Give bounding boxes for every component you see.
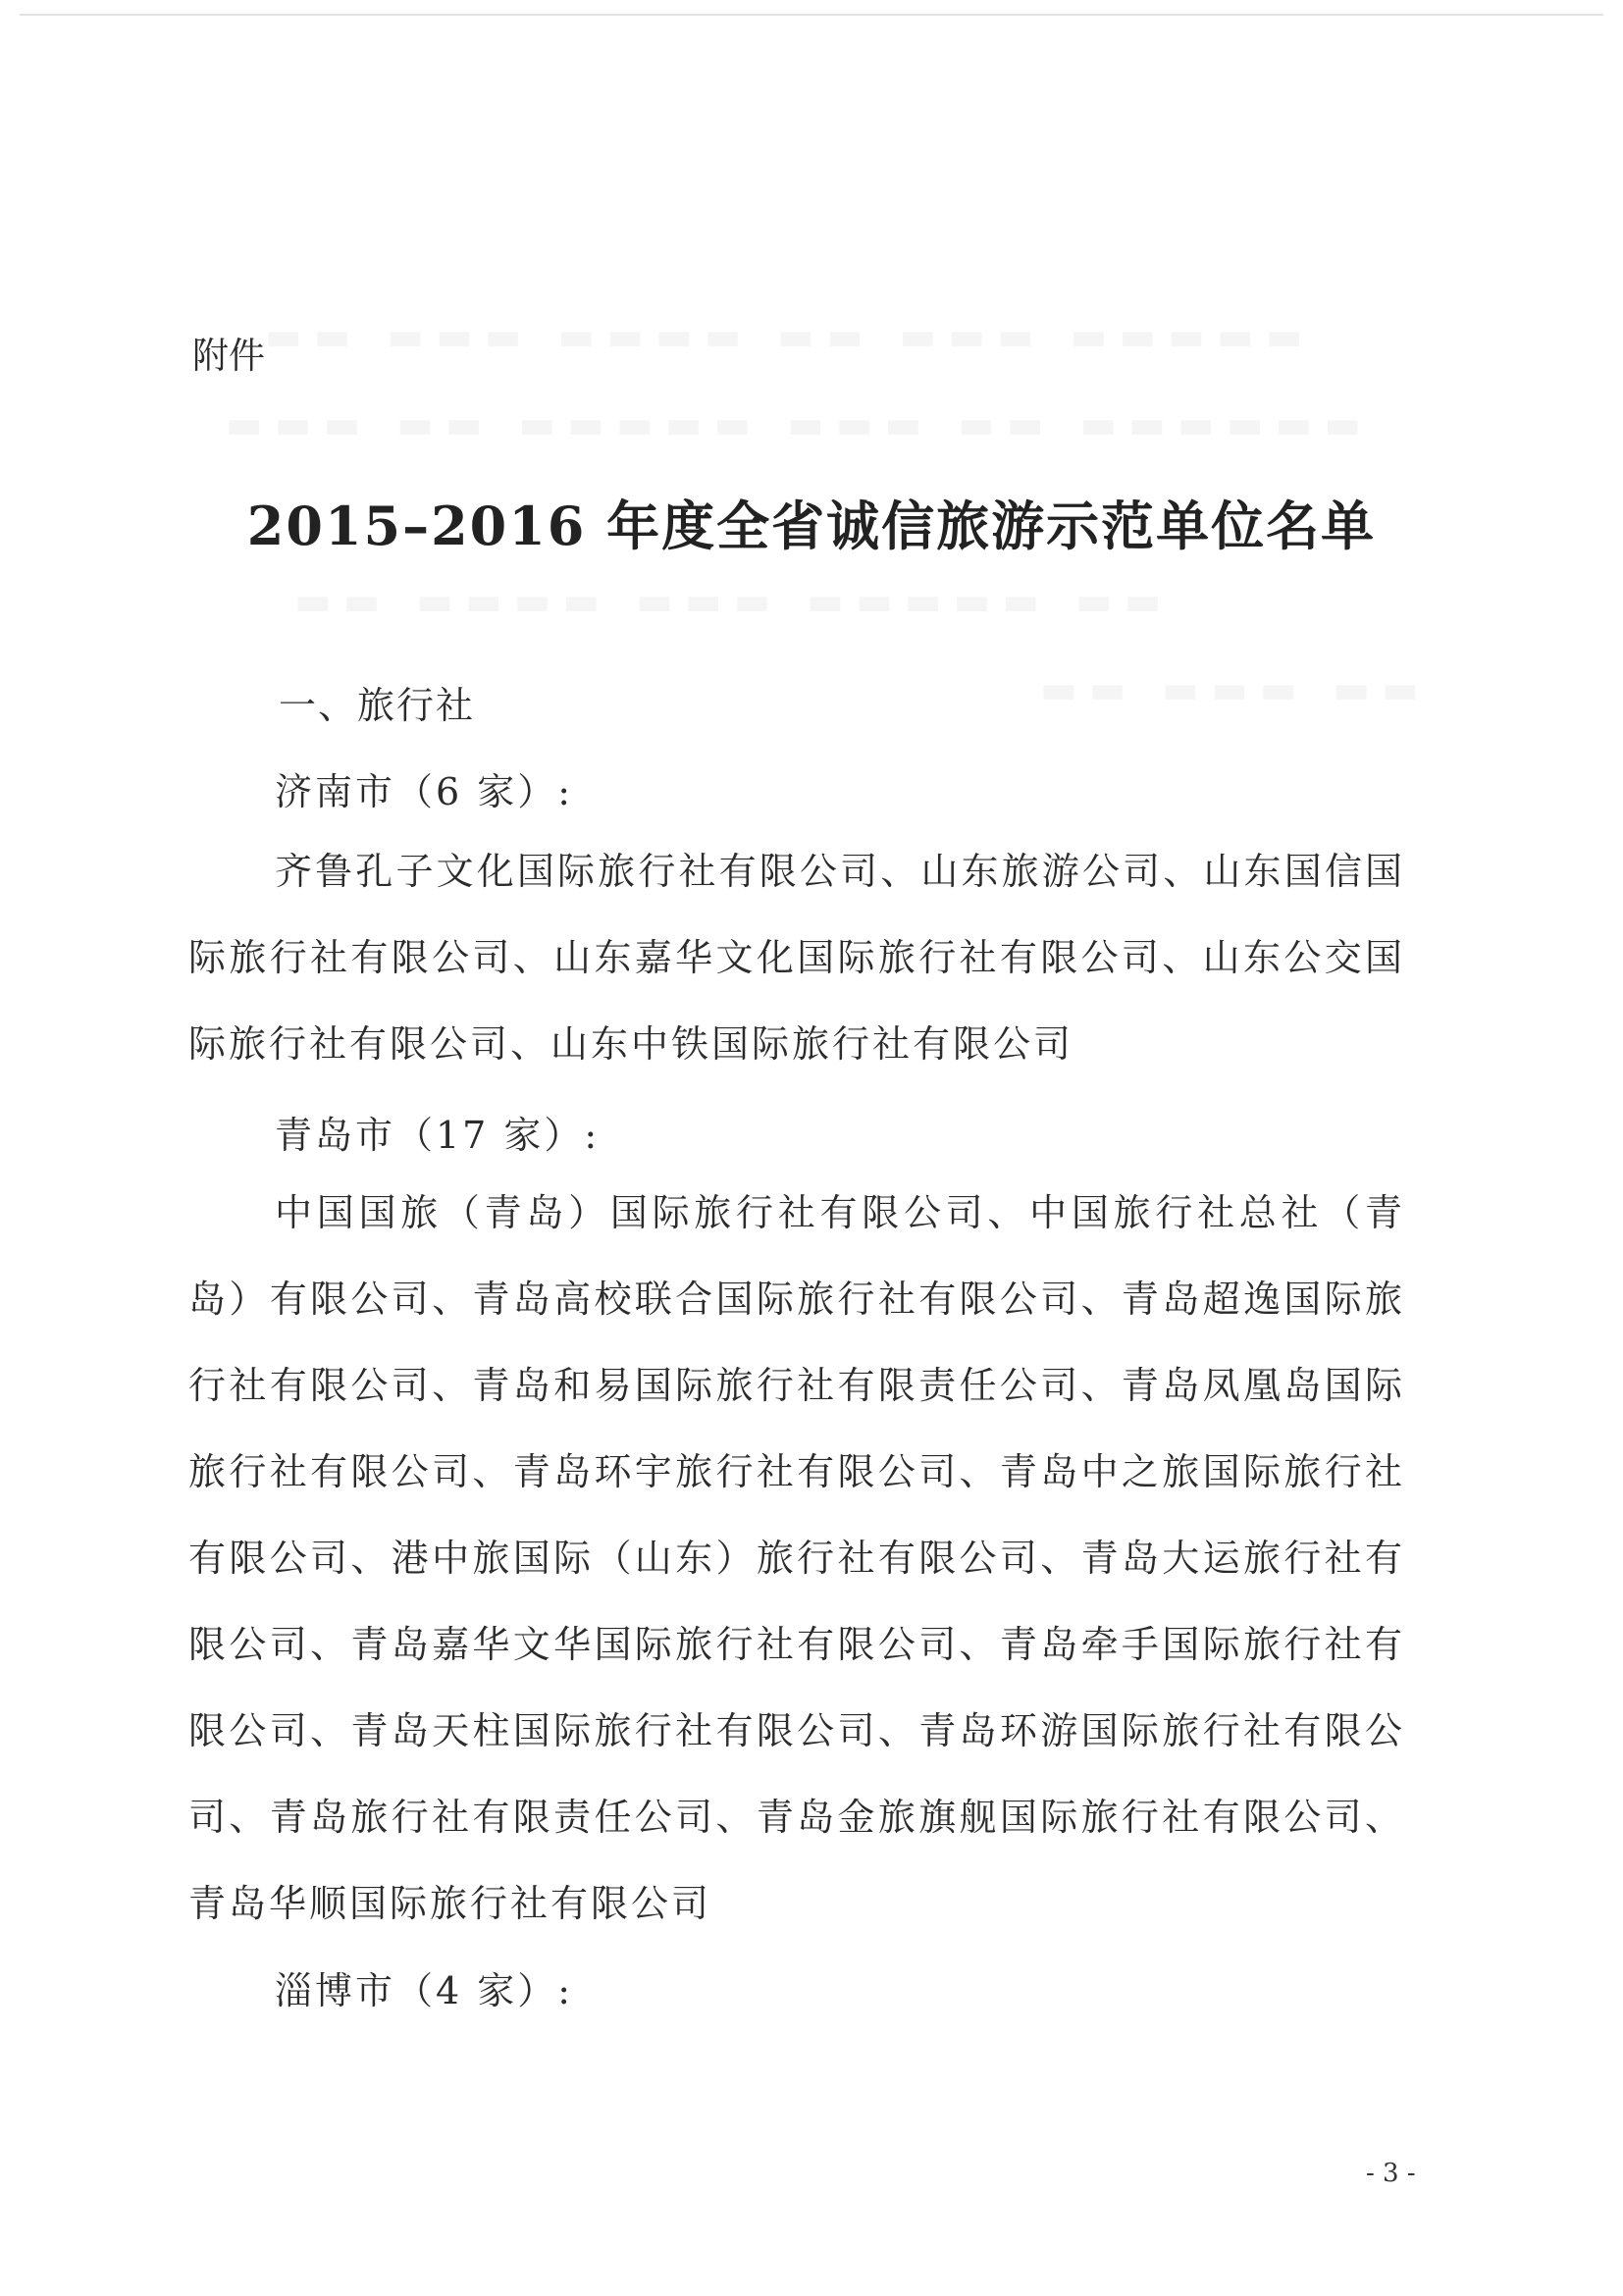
bleed-through-line: ▬▬ ▬▬▬▬ ▬▬▬ ▬▬▬▬▬ ▬▬ xyxy=(294,579,1174,624)
scan-top-edge xyxy=(20,14,1603,16)
bleed-through-line: ▬▬ ▬▬▬ ▬▬▬▬ ▬▬ ▬▬▬ ▬▬▬▬▬ xyxy=(265,314,1315,359)
city-header: 青岛市（17 家）: xyxy=(275,1114,601,1157)
bleed-through-line: ▬▬▬ ▬▬ ▬▬▬▬▬ ▬▬▬ ▬▬ ▬▬▬▬▬▬ xyxy=(226,402,1374,447)
bleed-through-line: ▬▬ ▬▬▬ ▬▬ xyxy=(1040,667,1431,712)
unit-list: 齐鲁孔子文化国际旅行社有限公司、山东旅游公司、山东国信国际旅行社有限公司、山东嘉华文化国际旅行社有限公司、山东公交国际旅行社有限公司、山东中铁国际旅行社有限公司 xyxy=(188,850,1405,1066)
section-heading: 一、旅行社 xyxy=(279,684,476,727)
unit-list: 中国国旅（青岛）国际旅行社有限公司、中国旅行社总社（青岛）有限公司、青岛高校联合国际旅行社有限公司、青岛超逸国际旅行社有限公司、青岛和易国际旅行社有限责任公司、青岛凤凰岛国际旅行社有限公司、青岛环宇旅行社有限公司、青岛中之旅国际旅行社有限公司、港中旅国际（山东）旅行社有限公司、青岛大运旅行社有限公司、青岛嘉华文华国际旅行社有限公司、青岛牵手国际旅行社有限公司、青岛天柱国际旅行社有限公司、青岛环游国际旅行社有限公司、青岛旅行社有限责任公司、青岛金旅旗舰国际旅行社有限公司、青岛华顺国际旅行社有限公司 xyxy=(188,1191,1405,1925)
attachment-label: 附件 xyxy=(192,335,265,377)
document-title: 2015–2016 年度全省诚信旅游示范单位名单 xyxy=(246,495,1377,557)
page-number: - 3 - xyxy=(1366,2159,1416,2188)
city-header: 淄博市（4 家）: xyxy=(275,1969,574,2012)
city-header: 济南市（6 家）: xyxy=(275,770,574,813)
